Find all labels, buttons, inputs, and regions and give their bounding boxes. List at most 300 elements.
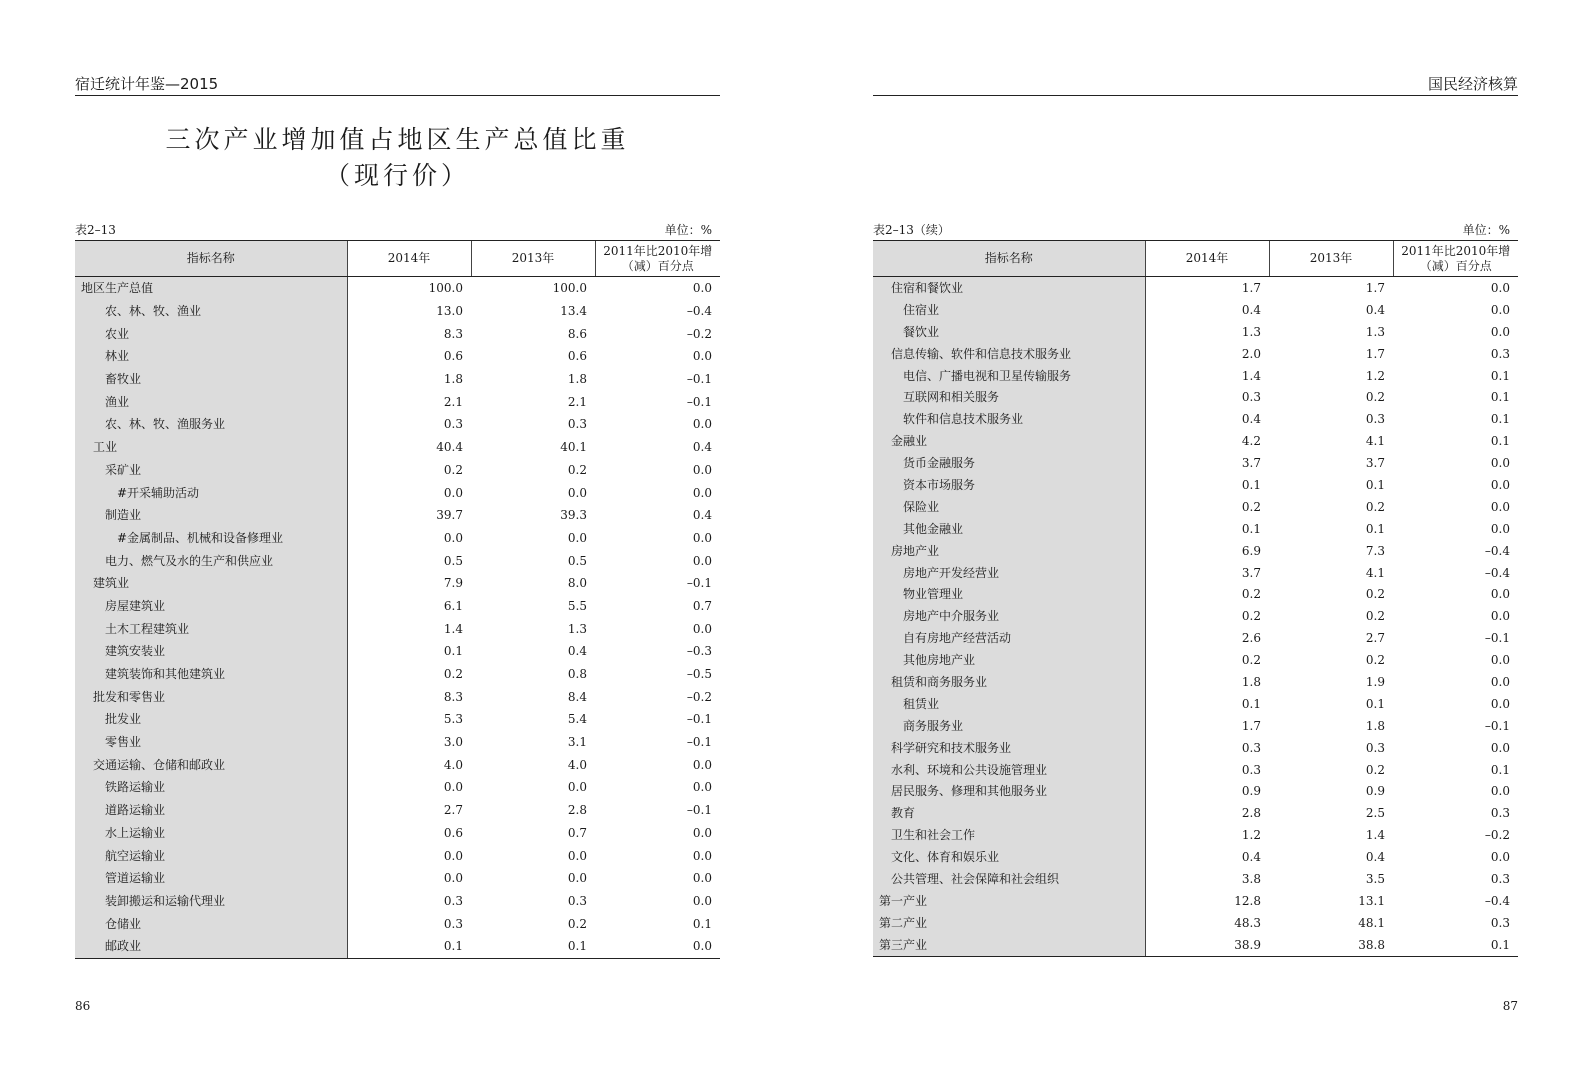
running-head-left: 宿迁统计年鉴—2015: [75, 74, 720, 96]
value-2013: 13.4: [560, 304, 587, 319]
table-row: [75, 731, 720, 754]
value-diff: 0.0: [1490, 696, 1510, 711]
row-name: 制造业: [75, 504, 347, 527]
value-diff: 0.0: [1490, 324, 1510, 339]
row-name: 其他金融业: [873, 518, 1145, 540]
value-diff: 0.3: [1490, 806, 1510, 821]
table-row: [75, 776, 720, 799]
value-2014: 7.9: [443, 576, 463, 591]
value-diff: –0.4: [686, 304, 712, 319]
value-2014: 1.7: [1241, 280, 1261, 295]
value-diff: 0.0: [692, 417, 712, 432]
value-2014: 2.1: [443, 394, 463, 409]
value-2013: 4.1: [1365, 565, 1385, 580]
value-2014: 40.4: [436, 440, 463, 455]
row-name: 房屋建筑业: [75, 595, 347, 618]
value-diff: 0.0: [1490, 850, 1510, 865]
value-2014: 0.3: [443, 893, 463, 908]
value-2014: 0.6: [443, 349, 463, 364]
table-row: [873, 452, 1518, 474]
row-name: 文化、体育和娱乐业: [873, 846, 1145, 868]
table-row: [75, 663, 720, 686]
table-row: [873, 430, 1518, 452]
row-name: 房地产业: [873, 540, 1145, 562]
value-2013: 2.5: [1365, 806, 1385, 821]
table-code: 表2–13（续）: [873, 223, 950, 237]
value-diff: 0.0: [1490, 302, 1510, 317]
table-row: [75, 640, 720, 663]
table-row: [873, 802, 1518, 824]
row-name: 租赁业: [873, 693, 1145, 715]
page-number-left: 86: [75, 999, 91, 1013]
value-2013: 8.4: [567, 689, 587, 704]
value-2013: 0.0: [567, 530, 587, 545]
value-diff: –0.4: [1484, 893, 1510, 908]
running-head-right: 国民经济核算: [873, 74, 1518, 96]
row-name: 铁路运输业: [75, 776, 347, 799]
row-name: 资本市场服务: [873, 474, 1145, 496]
table-row: [75, 368, 720, 391]
value-diff: 0.3: [1490, 915, 1510, 930]
table-row: [873, 474, 1518, 496]
row-name: 软件和信息技术服务业: [873, 408, 1145, 430]
table-code: 表2–13: [75, 223, 116, 237]
table-row: [873, 299, 1518, 321]
row-name: 第一产业: [873, 890, 1145, 912]
table-row: [873, 759, 1518, 781]
value-2014: 0.1: [1241, 477, 1261, 492]
value-2014: 2.8: [1241, 806, 1261, 821]
row-name: 批发和零售业: [75, 685, 347, 708]
header-diff-line-1: 2011年比2010年增: [603, 243, 713, 258]
value-2014: 0.4: [1241, 302, 1261, 317]
row-name: 科学研究和技术服务业: [873, 737, 1145, 759]
value-2013: 39.3: [560, 508, 587, 523]
table-row: [75, 890, 720, 913]
value-2013: 0.2: [1365, 762, 1385, 777]
row-name: 电信、广播电视和卫星传输服务: [873, 365, 1145, 387]
value-2014: 0.1: [1241, 696, 1261, 711]
value-2013: 3.1: [567, 735, 587, 750]
row-name: 交通运输、仓储和邮政业: [75, 753, 347, 776]
page-number-right: 87: [1502, 999, 1518, 1013]
value-2014: 1.4: [443, 621, 463, 636]
table-row: [75, 436, 720, 459]
value-2014: 0.2: [443, 667, 463, 682]
table-row: [75, 481, 720, 504]
table-body-right: [873, 277, 1518, 957]
value-2014: 39.7: [436, 508, 463, 523]
table-row: [75, 685, 720, 708]
row-name: 农、林、牧、渔业: [75, 300, 347, 323]
row-name: 信息传输、软件和信息技术服务业: [873, 343, 1145, 365]
value-diff: –0.1: [686, 803, 712, 818]
row-name: 畜牧业: [75, 368, 347, 391]
row-name: 住宿业: [873, 299, 1145, 321]
value-2013: 48.1: [1358, 915, 1385, 930]
table-row: [75, 822, 720, 845]
value-2014: 0.4: [1241, 850, 1261, 865]
value-diff: 0.0: [1490, 456, 1510, 471]
value-2014: 2.0: [1241, 346, 1261, 361]
table-row: [75, 572, 720, 595]
value-diff: –0.2: [1484, 828, 1510, 843]
value-2013: 100.0: [552, 281, 587, 296]
table-row: [873, 540, 1518, 562]
value-2013: 0.0: [567, 848, 587, 863]
row-name: 采矿业: [75, 459, 347, 482]
value-2014: 0.5: [443, 553, 463, 568]
value-2014: 0.3: [1241, 762, 1261, 777]
row-name: 餐饮业: [873, 321, 1145, 343]
row-name: 房地产开发经营业: [873, 562, 1145, 584]
value-diff: –0.1: [1484, 631, 1510, 646]
value-diff: 0.0: [692, 553, 712, 568]
table-row: [873, 343, 1518, 365]
value-2014: 0.6: [443, 825, 463, 840]
row-name: 航空运输业: [75, 844, 347, 867]
value-diff: –0.5: [686, 667, 712, 682]
table-row: [75, 300, 720, 323]
value-2014: 0.0: [443, 780, 463, 795]
row-name: 管道运输业: [75, 867, 347, 890]
value-2014: 48.3: [1234, 915, 1261, 930]
value-2014: 100.0: [428, 281, 463, 296]
row-name: 住宿和餐饮业: [873, 277, 1145, 299]
row-name: 建筑安装业: [75, 640, 347, 663]
value-2013: 7.3: [1365, 543, 1385, 558]
value-diff: 0.4: [692, 508, 712, 523]
value-2014: 6.9: [1241, 543, 1261, 558]
table-body-left: [75, 277, 720, 959]
value-2013: 1.3: [567, 621, 587, 636]
value-2013: 8.0: [567, 576, 587, 591]
table-row: [873, 386, 1518, 408]
value-2014: 0.3: [1241, 390, 1261, 405]
value-2013: 0.4: [1365, 302, 1385, 317]
value-2013: 0.3: [567, 893, 587, 908]
value-diff: 0.0: [692, 871, 712, 886]
value-2013: 0.1: [471, 935, 595, 958]
value-2013: 0.6: [567, 349, 587, 364]
table-row: [873, 562, 1518, 584]
value-2013: 1.4: [1365, 828, 1385, 843]
row-name: #开采辅助活动: [75, 481, 347, 504]
value-2014: 0.0: [443, 848, 463, 863]
row-name: 保险业: [873, 496, 1145, 518]
value-2013: 0.2: [567, 916, 587, 931]
row-name: 房地产中介服务业: [873, 605, 1145, 627]
value-2014: 1.4: [1241, 368, 1261, 383]
table-row: [75, 413, 720, 436]
value-2013: 0.3: [1365, 740, 1385, 755]
table-row: [75, 504, 720, 527]
value-2014: 13.0: [436, 304, 463, 319]
table-row: [873, 518, 1518, 540]
value-diff: 0.1: [1490, 762, 1510, 777]
value-2013: 1.7: [1365, 346, 1385, 361]
table-row: [873, 277, 1518, 299]
value-2013: 1.2: [1365, 368, 1385, 383]
table-meta-left: [75, 222, 720, 238]
header-diff-line-2: （减）百分点: [1419, 258, 1492, 273]
value-diff: –0.2: [686, 689, 712, 704]
value-2013: 0.1: [1365, 477, 1385, 492]
table-row: [75, 867, 720, 890]
value-2014: 0.0: [443, 871, 463, 886]
header-2014: 2014年: [347, 241, 471, 277]
value-diff: 0.1: [1393, 934, 1518, 956]
row-name: 地区生产总值: [75, 277, 347, 300]
row-name: 租赁和商务服务业: [873, 671, 1145, 693]
value-diff: 0.0: [1490, 674, 1510, 689]
table-row: [75, 549, 720, 572]
table-row: [873, 627, 1518, 649]
value-2013: 1.3: [1365, 324, 1385, 339]
title-line-1: 三次产业增加值占地区生产总值比重: [165, 125, 630, 154]
value-diff: 0.3: [1490, 871, 1510, 886]
value-diff: –0.4: [1484, 565, 1510, 580]
value-2013: 0.2: [567, 462, 587, 477]
table-row: [75, 844, 720, 867]
value-diff: 0.0: [1490, 477, 1510, 492]
row-name: #金属制品、机械和设备修理业: [75, 527, 347, 550]
value-diff: 0.0: [1490, 740, 1510, 755]
value-diff: 0.7: [692, 598, 712, 613]
value-2014: 0.0: [443, 530, 463, 545]
left-page: [75, 0, 720, 1077]
row-name: 自有房地产经营活动: [873, 627, 1145, 649]
value-2014: 4.0: [443, 757, 463, 772]
row-name: 渔业: [75, 390, 347, 413]
header-2013: 2013年: [1269, 241, 1393, 277]
value-2014: 3.0: [443, 735, 463, 750]
value-diff: 0.0: [692, 825, 712, 840]
row-name: 水上运输业: [75, 822, 347, 845]
value-diff: 0.0: [692, 780, 712, 795]
row-name: 建筑业: [75, 572, 347, 595]
row-name: 电力、燃气及水的生产和供应业: [75, 549, 347, 572]
value-2014: 0.3: [1241, 740, 1261, 755]
row-name: 商务服务业: [873, 715, 1145, 737]
value-diff: 0.3: [1490, 346, 1510, 361]
row-name: 农业: [75, 322, 347, 345]
value-diff: 0.0: [1490, 784, 1510, 799]
value-2013: 4.0: [567, 757, 587, 772]
value-2014: 2.6: [1241, 631, 1261, 646]
value-2014: 0.2: [1241, 587, 1261, 602]
value-2013: 0.0: [567, 780, 587, 795]
value-2013: 1.8: [567, 372, 587, 387]
table-row: [75, 799, 720, 822]
row-name: 第二产业: [873, 912, 1145, 934]
value-2014: 0.1: [1241, 521, 1261, 536]
value-2014: 2.7: [443, 803, 463, 818]
value-2013: 0.2: [1365, 609, 1385, 624]
row-name: 居民服务、修理和其他服务业: [873, 780, 1145, 802]
value-diff: 0.1: [692, 916, 712, 931]
table-row: [873, 868, 1518, 890]
value-2013: 40.1: [560, 440, 587, 455]
table-row: [873, 846, 1518, 868]
value-2013: 2.7: [1365, 631, 1385, 646]
table-row: [873, 365, 1518, 387]
value-2013: 4.1: [1365, 434, 1385, 449]
table-row: [75, 595, 720, 618]
table-header-row: [75, 241, 720, 277]
value-2013: 0.2: [1365, 587, 1385, 602]
row-name: 第三产业: [873, 934, 1145, 956]
value-2014: 12.8: [1234, 893, 1261, 908]
value-2014: 0.3: [443, 417, 463, 432]
value-diff: 0.0: [692, 349, 712, 364]
value-2014: 3.7: [1241, 456, 1261, 471]
table-row: [75, 708, 720, 731]
row-name: 零售业: [75, 731, 347, 754]
value-diff: –0.1: [686, 394, 712, 409]
header-name: 指标名称: [75, 241, 347, 277]
value-2013: 0.0: [567, 871, 587, 886]
value-diff: 0.0: [1490, 587, 1510, 602]
row-name: 建筑装饰和其他建筑业: [75, 663, 347, 686]
row-name: 卫生和社会工作: [873, 824, 1145, 846]
row-name: 邮政业: [75, 935, 347, 958]
header-2013: 2013年: [471, 241, 595, 277]
value-2013: 0.7: [567, 825, 587, 840]
table-row: [873, 496, 1518, 518]
table-row: [75, 753, 720, 776]
value-diff: 0.0: [692, 462, 712, 477]
value-2014: 5.3: [443, 712, 463, 727]
value-2014: 0.3: [443, 916, 463, 931]
row-name: 公共管理、社会保障和社会组织: [873, 868, 1145, 890]
value-2013: 0.1: [1365, 521, 1385, 536]
value-2013: 0.9: [1365, 784, 1385, 799]
header-diff: [1393, 241, 1518, 277]
value-2013: 1.7: [1365, 280, 1385, 295]
row-name: 批发业: [75, 708, 347, 731]
value-2013: 8.6: [567, 326, 587, 341]
value-2013: 0.4: [567, 644, 587, 659]
row-name: 道路运输业: [75, 799, 347, 822]
table-row: [873, 715, 1518, 737]
value-diff: 0.0: [692, 485, 712, 500]
data-table-right: [873, 240, 1518, 957]
value-diff: –0.1: [686, 712, 712, 727]
value-2014: 1.8: [1241, 674, 1261, 689]
value-diff: 0.1: [1490, 368, 1510, 383]
table-row: [873, 912, 1518, 934]
table-row: [873, 408, 1518, 430]
data-table-left: [75, 240, 720, 959]
value-2014: 0.9: [1241, 784, 1261, 799]
value-2014: 1.3: [1241, 324, 1261, 339]
value-diff: 0.0: [1490, 521, 1510, 536]
row-name: 其他房地产业: [873, 649, 1145, 671]
row-name: 互联网和相关服务: [873, 386, 1145, 408]
table-row: [75, 912, 720, 935]
table-row: [75, 390, 720, 413]
value-2013: 1.9: [1365, 674, 1385, 689]
right-page: [873, 0, 1518, 1077]
value-2014: 8.3: [443, 326, 463, 341]
row-name: 农、林、牧、渔服务业: [75, 413, 347, 436]
value-diff: –0.1: [686, 735, 712, 750]
value-2013: 5.5: [567, 598, 587, 613]
value-2014: 1.7: [1241, 718, 1261, 733]
title-line-2: （现行价）: [324, 161, 470, 190]
row-name: 教育: [873, 802, 1145, 824]
value-diff: 0.0: [692, 281, 712, 296]
row-name: 仓储业: [75, 912, 347, 935]
value-diff: –0.4: [1484, 543, 1510, 558]
table-row: [873, 737, 1518, 759]
value-2013: 13.1: [1358, 893, 1385, 908]
value-diff: –0.2: [686, 326, 712, 341]
table-row: [873, 780, 1518, 802]
value-2014: 1.2: [1241, 828, 1261, 843]
value-diff: 0.0: [692, 621, 712, 636]
row-name: 物业管理业: [873, 583, 1145, 605]
table-meta-right: [873, 222, 1518, 238]
value-2013: 0.2: [1365, 390, 1385, 405]
value-diff: –0.1: [686, 372, 712, 387]
page-title: [75, 122, 720, 194]
value-2013: 0.3: [1365, 412, 1385, 427]
value-diff: 0.0: [692, 757, 712, 772]
value-2014: 3.8: [1241, 871, 1261, 886]
row-name: 装卸搬运和运输代理业: [75, 890, 347, 913]
value-2013: 3.5: [1365, 871, 1385, 886]
value-2013: 0.2: [1365, 653, 1385, 668]
value-diff: 0.0: [1490, 609, 1510, 624]
value-2014: 0.4: [1241, 412, 1261, 427]
value-2013: 0.8: [567, 667, 587, 682]
value-2014: 0.2: [1241, 609, 1261, 624]
value-2013: 0.4: [1365, 850, 1385, 865]
value-diff: 0.0: [595, 935, 720, 958]
value-diff: 0.0: [1490, 280, 1510, 295]
value-diff: 0.4: [692, 440, 712, 455]
row-name: 工业: [75, 436, 347, 459]
value-2013: 1.8: [1365, 718, 1385, 733]
value-2014: 38.9: [1145, 934, 1269, 956]
table-unit: 单位：%: [664, 223, 712, 237]
value-2014: 0.2: [1241, 499, 1261, 514]
header-diff: [595, 241, 720, 277]
value-2014: 6.1: [443, 598, 463, 613]
value-diff: –0.1: [1484, 718, 1510, 733]
table-row: [873, 321, 1518, 343]
value-2013: 3.7: [1365, 456, 1385, 471]
table-row: [75, 617, 720, 640]
value-2014: 1.8: [443, 372, 463, 387]
table-header-row: [873, 241, 1518, 277]
value-2014: 4.2: [1241, 434, 1261, 449]
value-diff: 0.0: [1490, 653, 1510, 668]
header-name: 指标名称: [873, 241, 1145, 277]
table-unit: 单位：%: [1462, 223, 1510, 237]
value-2013: 0.1: [1365, 696, 1385, 711]
value-2013: 0.0: [567, 485, 587, 500]
table-row: [873, 890, 1518, 912]
value-diff: 0.0: [692, 848, 712, 863]
value-diff: 0.1: [1490, 434, 1510, 449]
table-row: [873, 693, 1518, 715]
value-2014: 0.2: [1241, 653, 1261, 668]
table-row: [873, 824, 1518, 846]
value-2014: 0.2: [443, 462, 463, 477]
